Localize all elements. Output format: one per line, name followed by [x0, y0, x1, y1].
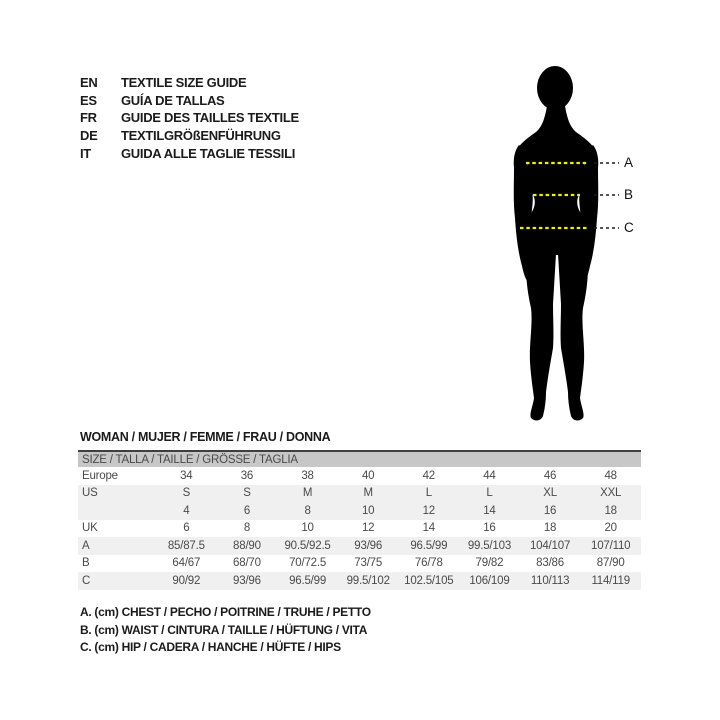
size-value: 18 [543, 522, 557, 535]
size-value: 102.5/105 [399, 572, 460, 590]
language-code: DE [80, 128, 98, 144]
size-value: 93/96 [217, 572, 278, 590]
size-value: 46 [543, 469, 557, 482]
woman-silhouette [470, 52, 655, 437]
size-table-row-us-numeric [78, 502, 641, 520]
size-table-row-uk [78, 520, 641, 538]
size-value: 93/96 [338, 537, 399, 555]
size-value: 36 [240, 469, 254, 482]
row-label: Europe [82, 469, 118, 482]
size-value: L [459, 485, 520, 503]
size-value: 8 [277, 502, 338, 520]
size-value: 99.5/102 [338, 572, 399, 590]
size-value: 83/86 [536, 557, 564, 570]
size-value: 90.5/92.5 [277, 537, 338, 555]
measurement-note-chest: A. (cm) CHEST / PECHO / POITRINE / TRUHE / PETTO [80, 605, 371, 619]
size-value: 6 [183, 522, 190, 535]
size-table-header-row [78, 451, 641, 467]
size-value: 90/92 [156, 572, 217, 590]
size-value: 44 [483, 469, 496, 482]
size-table [78, 450, 641, 590]
size-value: 64/67 [172, 557, 201, 570]
measure-label-hip: C [624, 220, 634, 235]
size-value: S [217, 485, 278, 503]
language-code: IT [80, 145, 91, 161]
size-value: 85/87.5 [156, 537, 217, 555]
silhouette-right-leg [558, 248, 588, 420]
measurement-note-hip: C. (cm) HIP / CADERA / HANCHE / HÜFTE / HIPS [80, 640, 341, 654]
size-value: 14 [422, 522, 436, 535]
size-value: 42 [422, 469, 436, 482]
language-title: TEXTILGRÖßENFÜHRUNG [121, 128, 281, 144]
size-value: 48 [604, 469, 617, 482]
size-value: 40 [361, 469, 375, 482]
row-label: A [78, 537, 156, 555]
size-value: 68/70 [233, 557, 261, 570]
size-value: 106/109 [459, 572, 520, 590]
size-value: 87/90 [596, 557, 625, 570]
silhouette-left-leg [526, 248, 556, 420]
language-code: EN [80, 75, 98, 90]
size-value: 16 [483, 522, 496, 535]
size-value: XL [520, 485, 581, 503]
row-label [78, 502, 156, 520]
size-table-row-b [78, 555, 641, 573]
language-row-es [80, 92, 299, 110]
size-value: M [338, 485, 399, 503]
size-value: 88/90 [217, 537, 278, 555]
size-table-row-a [78, 537, 641, 555]
size-value: 12 [361, 522, 375, 535]
size-value: XXL [580, 485, 641, 503]
size-table-row-europe [78, 467, 641, 485]
size-value: 4 [156, 502, 217, 520]
silhouette-body [514, 66, 599, 420]
language-title: GUIDA ALLE TAGLIE TESSILI [121, 145, 296, 161]
size-value: 96.5/99 [277, 572, 338, 590]
language-row-en [80, 74, 299, 92]
language-row-fr [80, 109, 299, 127]
row-label: UK [82, 522, 98, 535]
language-title: TEXTILE SIZE GUIDE [121, 75, 247, 90]
size-table-row-c [78, 572, 641, 590]
size-value: 20 [604, 522, 617, 535]
size-value: 104/107 [520, 537, 581, 555]
language-title: GUÍA DE TALLAS [121, 92, 225, 108]
row-label: C [78, 572, 156, 590]
size-value: 38 [301, 469, 314, 482]
size-value: 99.5/103 [459, 537, 520, 555]
language-code: ES [80, 92, 97, 108]
size-value: 8 [243, 522, 251, 535]
size-value: M [277, 485, 338, 503]
size-value: 107/110 [580, 537, 641, 555]
size-value: 34 [180, 469, 193, 482]
size-value: 79/82 [475, 557, 504, 570]
language-row-it [80, 145, 299, 163]
size-value: 70/72.5 [289, 557, 327, 570]
size-value: 14 [459, 502, 520, 520]
size-value: 76/78 [414, 557, 443, 570]
language-code: FR [80, 110, 97, 126]
size-value: 110/113 [520, 572, 581, 590]
size-value: L [399, 485, 460, 503]
measure-label-waist: B [624, 187, 634, 202]
size-table-row-us [78, 485, 641, 503]
size-value: 10 [301, 522, 314, 535]
size-value: 18 [580, 502, 641, 520]
row-label: US [78, 485, 156, 503]
size-value: S [156, 485, 217, 503]
language-row-de [80, 127, 299, 145]
gender-heading: WOMAN / MUJER / FEMME / FRAU / DONNA [80, 430, 331, 444]
size-table-header: SIZE / TALLA / TAILLE / GRÖSSE / TAGLIA [78, 451, 641, 467]
row-label: B [82, 557, 90, 570]
language-title: GUIDE DES TAILLES TEXTILE [121, 110, 299, 126]
size-value: 12 [399, 502, 460, 520]
size-value: 6 [217, 502, 278, 520]
size-value: 73/75 [354, 557, 383, 570]
measurement-notes [80, 604, 371, 657]
measurement-note-waist: B. (cm) WAIST / CINTURA / TAILLE / HÜFTUNG / VITA [80, 622, 368, 637]
size-value: 16 [520, 502, 581, 520]
measure-label-chest: A [624, 155, 634, 170]
size-value: 114/119 [580, 572, 641, 590]
language-title-block [80, 74, 299, 162]
size-value: 96.5/99 [399, 537, 460, 555]
silhouette-head [537, 66, 573, 110]
size-value: 10 [338, 502, 399, 520]
